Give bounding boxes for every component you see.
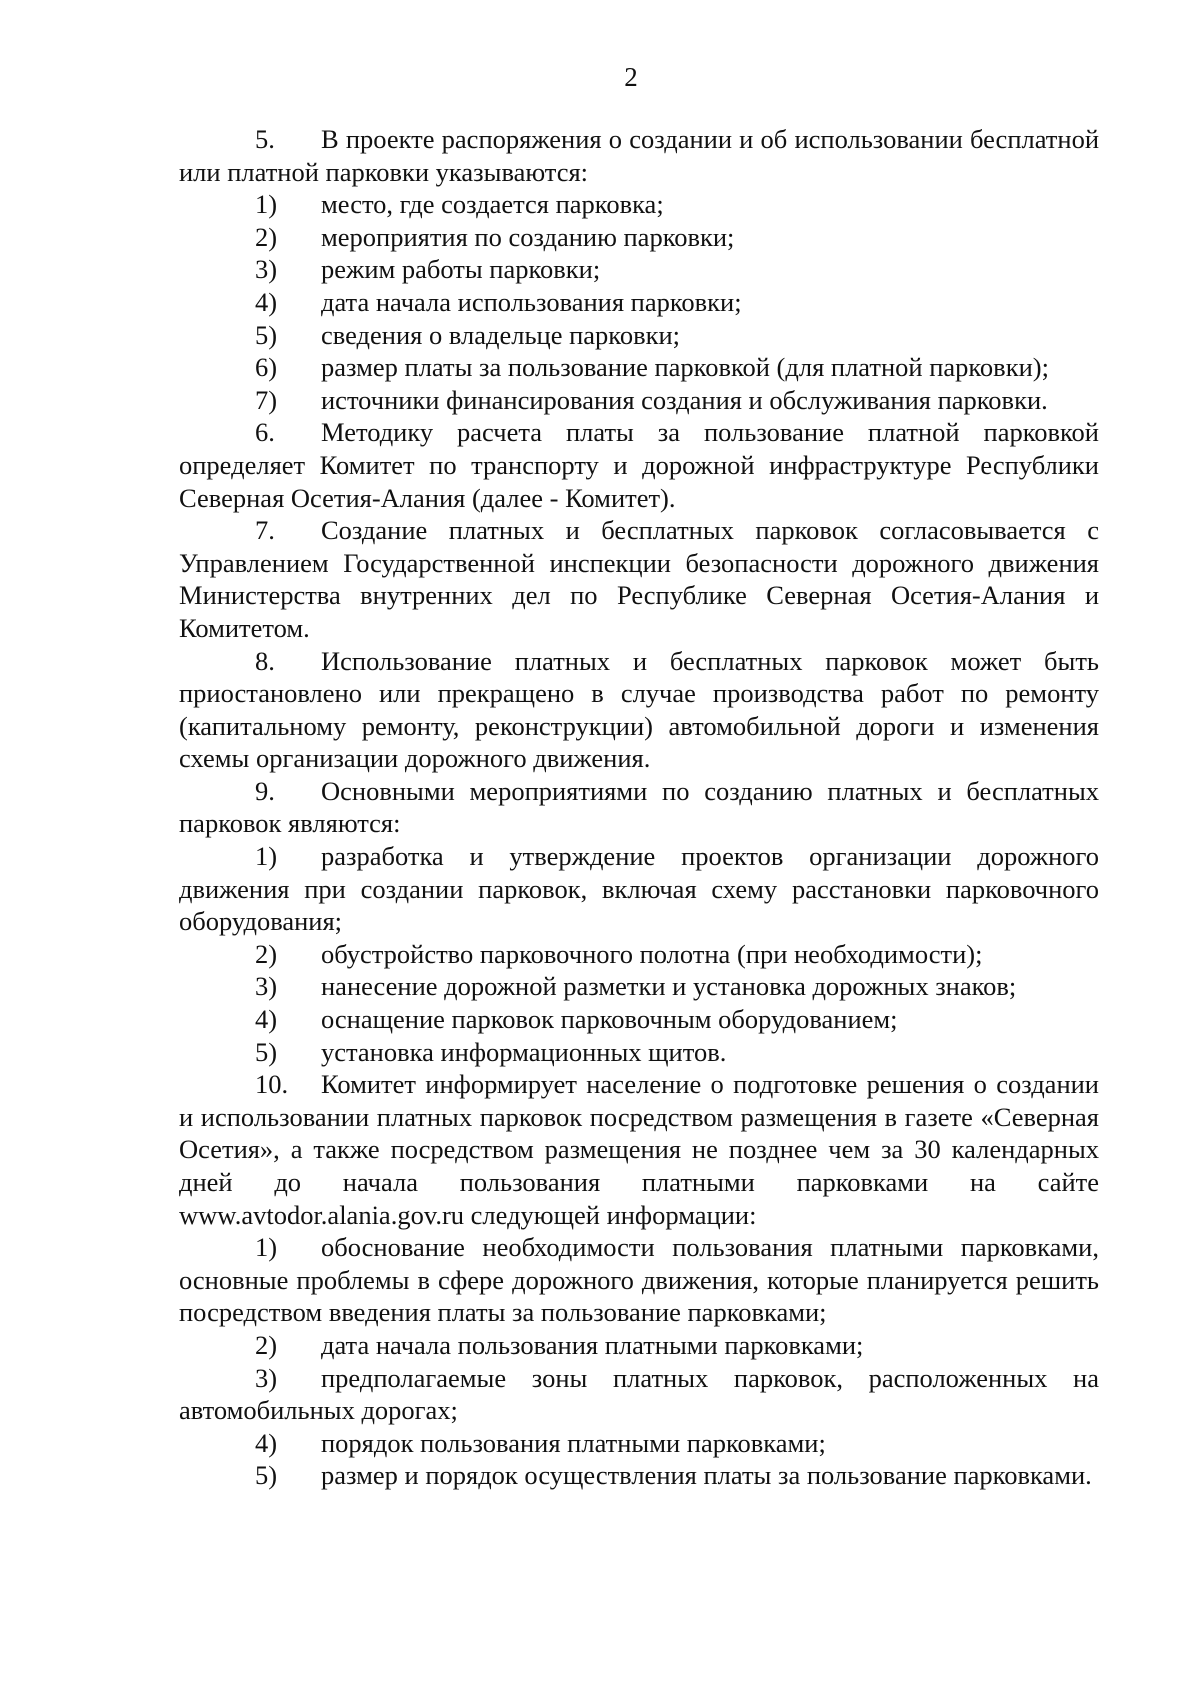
list-item-text: дата начала пользования платными парковками; <box>321 1329 864 1360</box>
list-item <box>179 286 1099 319</box>
paragraph-5 <box>179 123 1099 188</box>
list-item-text: предполагаемые зоны платных парковок, расположенных на автомобильных дорогах; <box>179 1362 1099 1426</box>
list-item-number: 1) <box>255 189 278 220</box>
paragraph-number: 8. <box>255 645 275 676</box>
paragraph-8 <box>179 645 1099 775</box>
list-item-text: обустройство парковочного полотна (при необходимости); <box>321 938 983 969</box>
list-item <box>179 351 1099 384</box>
list-item-text: порядок пользования платными парковками; <box>321 1427 826 1458</box>
list-item <box>179 1427 1099 1460</box>
list-item-text: мероприятия по созданию парковки; <box>321 221 735 252</box>
list-item <box>179 1231 1099 1329</box>
list-item-text: разработка и утверждение проектов организации дорожного движения при создании парковок, включая схему расстановки парковочного оборудования; <box>179 841 1099 937</box>
paragraph-9 <box>179 775 1099 840</box>
list-item-number: 3) <box>255 254 278 285</box>
list-item-text: оснащение парковок парковочным оборудованием; <box>321 1004 898 1035</box>
list-item-number: 5) <box>255 1460 278 1491</box>
list-item <box>179 938 1099 971</box>
document-body <box>179 123 1099 1492</box>
paragraph-6 <box>179 416 1099 514</box>
list-item-text: обоснование необходимости пользования платными парковками, основные проблемы в сфере дорожного движения, которые планируется решить посредством введения платы за пользование парковками; <box>179 1232 1099 1328</box>
list-item-number: 2) <box>255 1329 278 1360</box>
list-item-text: сведения о владельце парковки; <box>321 319 681 350</box>
list-item <box>179 970 1099 1003</box>
list-item <box>179 840 1099 938</box>
list-item-number: 7) <box>255 384 278 415</box>
list-item <box>179 1036 1099 1069</box>
list-item <box>179 1329 1099 1362</box>
paragraph-text: Основными мероприятиями по созданию платных и бесплатных парковок являются: <box>179 775 1099 839</box>
list-item-number: 5) <box>255 319 278 350</box>
list-item-text: установка информационных щитов. <box>321 1036 727 1067</box>
list-item-number: 1) <box>255 1232 278 1263</box>
paragraph-number: 9. <box>255 775 275 806</box>
paragraph-text: Методику расчета платы за пользование платной парковкой определяет Комитет по транспорту и дорожной инфраструктуре Республики Северная Осетия-Алания (далее - Комитет). <box>179 417 1099 513</box>
list-item-text: место, где создается парковка; <box>321 189 664 220</box>
list-item-number: 4) <box>255 1004 278 1035</box>
list-item-number: 2) <box>255 938 278 969</box>
paragraph-text: Создание платных и бесплатных парковок согласовывается с Управлением Государственной инспекции безопасности дорожного движения Министерства внутренних дел по Республике Северная Осетия-Алания и Комитетом. <box>179 515 1099 643</box>
list-item-text: режим работы парковки; <box>321 254 601 285</box>
list-item-number: 3) <box>255 1362 278 1393</box>
list-item-number: 2) <box>255 221 278 252</box>
list-item <box>179 1003 1099 1036</box>
list-item-text: дата начала использования парковки; <box>321 286 742 317</box>
list-item-number: 3) <box>255 971 278 1002</box>
list-item <box>179 1362 1099 1427</box>
paragraph-text: В проекте распоряжения о создании и об использовании бесплатной или платной парковки указываются: <box>179 124 1099 187</box>
list-item-text: нанесение дорожной разметки и установка дорожных знаков; <box>321 971 1017 1002</box>
paragraph-number: 5. <box>255 124 275 154</box>
list-item-text: источники финансирования создания и обслуживания парковки. <box>321 384 1048 415</box>
paragraph-number: 10. <box>255 1069 289 1100</box>
paragraph-7 <box>179 514 1099 644</box>
list-item <box>179 319 1099 352</box>
list-item-number: 4) <box>255 1427 278 1458</box>
paragraph-text: Использование платных и бесплатных парковок может быть приостановлено или прекращено в случае производства работ по ремонту (капитальному ремонту, реконструкции) автомобильной дороги и изменения схемы организации дорожного движения. <box>179 645 1099 774</box>
paragraph-text: Комитет информирует население о подготовке решения о создании и использовании платных парковок посредством размещения в газете «Северная Осетия», а также посредством размещения не позднее чем за 30 календарных дней до начала пользования платными парковками на сайте www.avtodor.alania.gov.ru следующей информации: <box>179 1069 1099 1230</box>
paragraph-number: 6. <box>255 417 275 448</box>
list-item-number: 5) <box>255 1036 278 1067</box>
list-item-number: 6) <box>255 352 278 383</box>
list-item-text: размер и порядок осуществления платы за пользование парковками. <box>321 1460 1092 1491</box>
paragraph-number: 7. <box>255 515 275 546</box>
list-item-number: 4) <box>255 286 278 317</box>
list-item <box>179 1459 1099 1492</box>
list-item-text: размер платы за пользование парковкой (для платной парковки); <box>321 352 1049 383</box>
page-number: 2 <box>624 62 638 92</box>
list-item <box>179 253 1099 286</box>
paragraph-10 <box>179 1068 1099 1231</box>
list-item <box>179 221 1099 254</box>
list-item <box>179 188 1099 221</box>
list-item-number: 1) <box>255 841 278 872</box>
list-item <box>179 384 1099 417</box>
